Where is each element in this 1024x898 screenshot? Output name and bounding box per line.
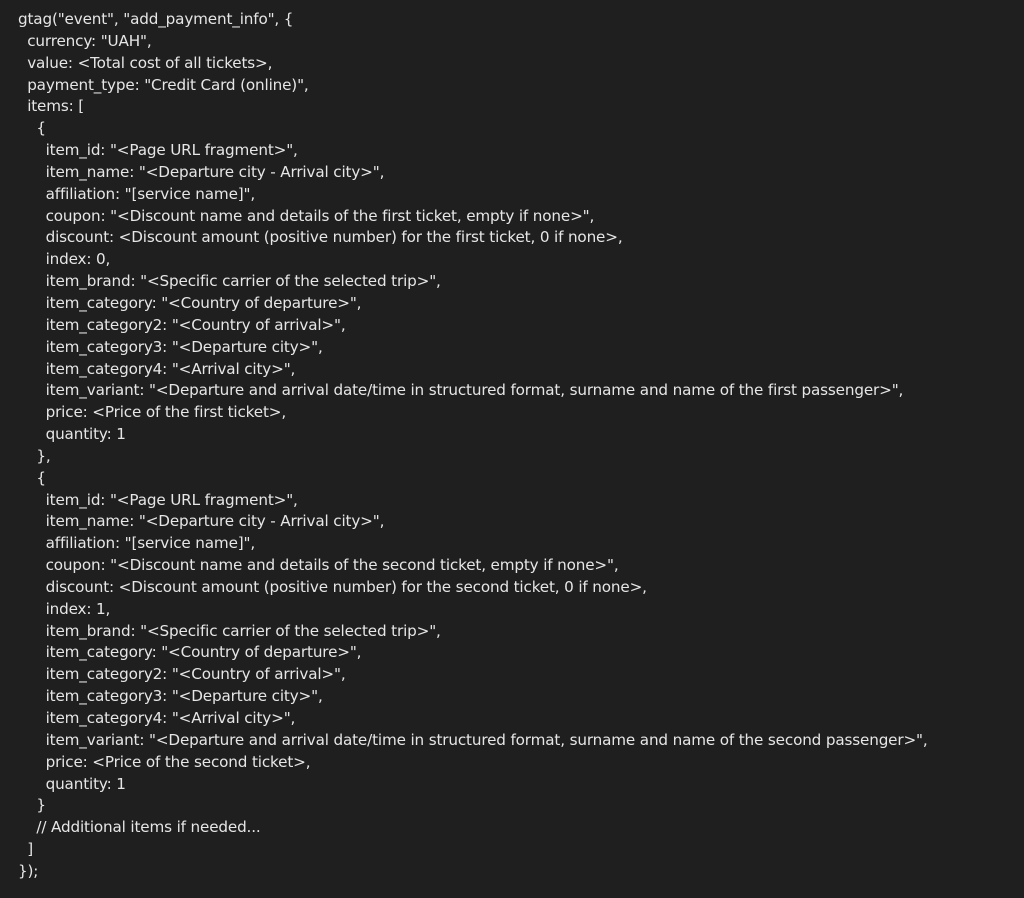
code-line: affiliation: "[service name]", [45,534,256,553]
code-line: item_id: "<Page URL fragment>", [45,490,298,509]
code-line: discount: <Discount amount (positive number) for the first ticket, 0 if none>, [45,228,623,247]
code-line: item_category3: "<Departure city>", [45,337,323,356]
code-line: quantity: 1 [45,774,126,793]
code-line: coupon: "<Discount name and details of the first ticket, empty if none>", [45,206,595,225]
code-line: item_id: "<Page URL fragment>", [45,141,298,160]
code-line: item_category4: "<Arrival city>", [45,359,296,378]
code-line: item_name: "<Departure city - Arrival city>", [45,512,385,531]
code-line: item_brand: "<Specific carrier of the selected trip>", [45,272,441,291]
code-line: coupon: "<Discount name and details of the second ticket, empty if none>", [45,556,619,575]
code-line: item_variant: "<Departure and arrival date/time in structured format, surname and name of the second passenger>", [45,730,928,749]
code-line: index: 1, [45,599,111,618]
code-line: item_name: "<Departure city - Arrival city>", [45,162,385,181]
code-line: // Additional items if needed... [36,818,261,837]
code-line: discount: <Discount amount (positive number) for the second ticket, 0 if none>, [45,577,647,596]
code-line: item_category2: "<Country of arrival>", [45,665,346,684]
code-line: price: <Price of the first ticket>, [45,403,287,422]
code-line: item_category: "<Country of departure>", [45,643,362,662]
code-line: }, [36,446,51,465]
code-line: value: <Total cost of all tickets>, [27,53,273,72]
code-line: item_variant: "<Departure and arrival date/time in structured format, surname and name of the first passenger>", [45,381,904,400]
code-line: affiliation: "[service name]", [45,184,256,203]
code-line: item_category4: "<Arrival city>", [45,709,296,727]
code-line: payment_type: "Credit Card (online)", [27,75,309,94]
code-line: quantity: 1 [45,425,126,444]
code-block [0,9,1024,883]
code-line: }); [18,861,39,880]
code-line: currency: "UAH", [27,31,152,50]
code-line: item_category2: "<Country of arrival>", [45,315,346,334]
code-line: { [36,119,46,138]
code-line: index: 0, [45,250,111,269]
code-line: { [36,468,46,487]
code-line: ] [27,840,33,859]
code-line: gtag("event", "add_payment_info", { [18,10,294,28]
code-line: price: <Price of the second ticket>, [45,752,311,771]
code-line: items: [ [27,97,85,116]
code-line: item_category3: "<Departure city>", [45,687,323,706]
code-line: item_category: "<Country of departure>", [45,293,362,312]
code-line: item_brand: "<Specific carrier of the selected trip>", [45,621,441,640]
code-line: } [36,796,46,815]
